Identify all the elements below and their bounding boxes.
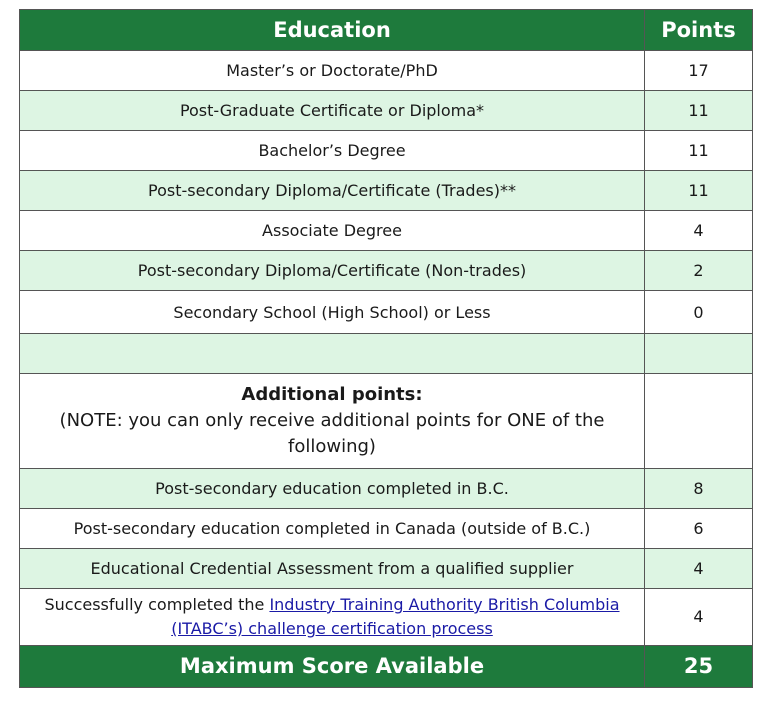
row-points: 11 — [645, 171, 753, 211]
itabc-row — [20, 589, 753, 646]
row-points: 6 — [645, 509, 753, 549]
row-points: 17 — [645, 51, 753, 91]
table-footer-row — [20, 646, 753, 688]
spacer-cell — [20, 334, 645, 374]
additional-points-note — [20, 374, 645, 469]
row-points: 11 — [645, 131, 753, 171]
note-points-cell — [645, 374, 753, 469]
row-label: Associate Degree — [20, 211, 645, 251]
row-points: 4 — [645, 589, 753, 646]
additional-points-note-text: (NOTE: you can only receive additional points for ONE of the following) — [59, 410, 605, 457]
table-row — [20, 131, 753, 171]
row-label: Post-secondary Diploma/Certificate (Non-trades) — [20, 251, 645, 291]
row-label: Post-secondary education completed in B.C. — [20, 469, 645, 509]
spacer-cell — [645, 334, 753, 374]
row-points: 2 — [645, 251, 753, 291]
table-row — [20, 171, 753, 211]
table-row — [20, 51, 753, 91]
additional-points-note-row — [20, 374, 753, 469]
row-points: 0 — [645, 291, 753, 334]
row-points: 4 — [645, 549, 753, 589]
header-education: Education — [20, 10, 645, 51]
table-header-row — [20, 10, 753, 51]
table-row — [20, 251, 753, 291]
footer-label: Maximum Score Available — [20, 646, 645, 688]
table-row — [20, 291, 753, 334]
row-label: Secondary School (High School) or Less — [20, 291, 645, 334]
table-row — [20, 469, 753, 509]
row-points: 11 — [645, 91, 753, 131]
education-points-table — [19, 9, 753, 688]
row-label: Post-Graduate Certificate or Diploma* — [20, 91, 645, 131]
spacer-row — [20, 334, 753, 374]
header-points: Points — [645, 10, 753, 51]
row-label: Post-secondary education completed in Canada (outside of B.C.) — [20, 509, 645, 549]
table-row — [20, 509, 753, 549]
row-label: Master’s or Doctorate/PhD — [20, 51, 645, 91]
additional-points-title: Additional points: — [241, 384, 423, 405]
row-label: Bachelor’s Degree — [20, 131, 645, 171]
table-row — [20, 91, 753, 131]
row-label: Educational Credential Assessment from a qualified supplier — [20, 549, 645, 589]
itabc-link[interactable]: Industry Training Authority British Columbia (ITABC’s) challenge certification process — [171, 595, 620, 638]
table-row — [20, 549, 753, 589]
itabc-label-cell — [20, 589, 645, 646]
row-points: 4 — [645, 211, 753, 251]
row-points: 8 — [645, 469, 753, 509]
row-label: Post-secondary Diploma/Certificate (Trades)** — [20, 171, 645, 211]
footer-points: 25 — [645, 646, 753, 688]
itabc-prefix: Successfully completed the — [44, 595, 270, 614]
table-row — [20, 211, 753, 251]
